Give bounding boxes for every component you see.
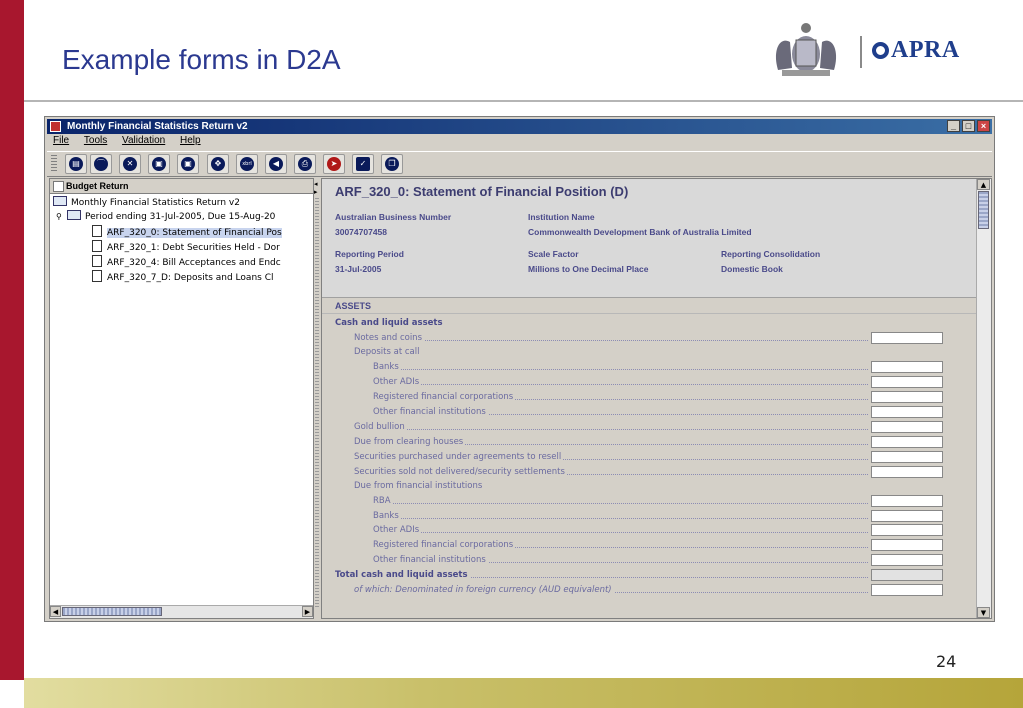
copy-button[interactable] xyxy=(381,154,403,174)
pane-splitter[interactable] xyxy=(314,178,320,619)
form-row xyxy=(354,466,868,479)
splitter-left-arrow-icon[interactable]: ◂ xyxy=(314,180,318,188)
apra-logo: APRA xyxy=(872,37,960,64)
form-row-label: RBA xyxy=(373,496,391,506)
form-row-label: Other ADIs xyxy=(373,377,420,387)
value-input[interactable] xyxy=(871,495,943,507)
scroll-right-icon[interactable]: ▶ xyxy=(302,606,313,617)
form-row-label: Due from clearing houses xyxy=(354,437,464,447)
previous-button[interactable] xyxy=(265,154,287,174)
scroll-down-icon[interactable]: ▼ xyxy=(977,607,990,618)
navigate-icon: ✥ xyxy=(211,157,225,171)
dotted-leader xyxy=(373,384,868,385)
value-input[interactable] xyxy=(871,584,943,596)
tree-item-arf-320-0[interactable] xyxy=(92,225,282,238)
value-input[interactable] xyxy=(871,451,943,463)
form-header xyxy=(322,179,979,298)
form-row xyxy=(335,317,868,330)
title-divider xyxy=(24,100,1023,102)
form-row xyxy=(373,406,868,419)
save-button[interactable] xyxy=(148,154,170,174)
scroll-up-icon[interactable]: ▲ xyxy=(977,179,990,190)
form-row-label: Banks xyxy=(373,362,399,372)
xbrl-icon: xbrl xyxy=(240,157,254,171)
form-row-label: of which: Denominated in foreign currency (AUD equivalent) xyxy=(354,585,612,595)
form-row xyxy=(354,480,868,493)
save-as-button[interactable] xyxy=(177,154,199,174)
form-row xyxy=(373,554,868,567)
logo-area xyxy=(758,18,998,84)
scrollbar-thumb[interactable] xyxy=(978,191,989,229)
minimize-button[interactable]: _ xyxy=(947,120,960,132)
save-as-icon: ▣ xyxy=(181,157,195,171)
previous-icon: ◀ xyxy=(269,157,283,171)
dotted-leader xyxy=(373,518,868,519)
scroll-left-icon[interactable]: ◀ xyxy=(50,606,61,617)
folder-icon xyxy=(67,210,81,220)
value-input[interactable] xyxy=(871,421,943,433)
submit-button[interactable] xyxy=(323,154,345,174)
validate-icon: ✓ xyxy=(356,157,370,171)
form-title: ARF_320_0: Statement of Financial Position (D) xyxy=(335,184,629,199)
form-row xyxy=(354,346,868,359)
section-heading: ASSETS xyxy=(322,299,992,314)
dotted-leader xyxy=(373,532,868,533)
consolidation-value: Domestic Book xyxy=(721,264,783,274)
tree-header[interactable] xyxy=(50,179,313,194)
form-row-label: Registered financial corporations xyxy=(373,392,514,402)
form-row xyxy=(354,332,868,345)
form-row-label: Deposits at call xyxy=(354,347,420,357)
value-input[interactable] xyxy=(871,376,943,388)
institution-value: Commonwealth Development Bank of Australia Limited xyxy=(528,227,752,237)
menu-file[interactable]: File xyxy=(53,135,70,146)
form-row xyxy=(354,451,868,464)
form-row-label: Gold bullion xyxy=(354,422,405,432)
toolbar-grip[interactable] xyxy=(51,155,57,173)
value-input[interactable] xyxy=(871,361,943,373)
form-row xyxy=(354,584,868,597)
value-input[interactable] xyxy=(871,391,943,403)
dotted-leader xyxy=(373,503,868,504)
submit-icon: ➤ xyxy=(327,157,341,171)
application-window xyxy=(44,116,995,622)
scrollbar-thumb[interactable] xyxy=(62,607,162,616)
app-icon xyxy=(50,121,61,132)
form-row xyxy=(373,361,868,374)
tree-item-label: ARF_320_7_D: Deposits and Loans Cl xyxy=(107,273,274,283)
dotted-leader xyxy=(373,369,868,370)
value-input[interactable] xyxy=(871,406,943,418)
value-input[interactable] xyxy=(871,332,943,344)
slide-accent-bar xyxy=(0,0,24,680)
menu-tools[interactable]: Tools xyxy=(83,135,108,146)
document-icon xyxy=(92,270,102,282)
tree-item-arf-320-1[interactable] xyxy=(92,240,280,253)
value-input[interactable] xyxy=(871,510,943,522)
document-icon xyxy=(92,225,102,237)
validate-button[interactable] xyxy=(352,154,374,174)
abn-label: Australian Business Number xyxy=(335,212,452,222)
xbrl-button[interactable] xyxy=(236,154,258,174)
form-row-label: Banks xyxy=(373,511,399,521)
toolbar xyxy=(47,151,992,177)
copy-icon: ❐ xyxy=(385,157,399,171)
tree-item-label: ARF_320_0: Statement of Financial Pos xyxy=(107,228,282,238)
scale-factor-value: Millions to One Decimal Place xyxy=(528,264,649,274)
print-icon: ⎙ xyxy=(298,157,312,171)
tree-horizontal-scrollbar[interactable] xyxy=(50,605,313,618)
form-row-label: Other ADIs xyxy=(373,525,420,535)
footer-band xyxy=(24,678,1023,708)
institution-label: Institution Name xyxy=(528,212,595,222)
tree-header-checkbox[interactable] xyxy=(53,181,64,192)
close-button[interactable]: × xyxy=(977,120,990,132)
expand-toggle-icon[interactable]: ⚲ xyxy=(56,212,62,221)
form-row-label: Total cash and liquid assets xyxy=(335,570,468,580)
window-title: Monthly Financial Statistics Return v2 xyxy=(67,121,248,132)
document-icon xyxy=(92,255,102,267)
open-folder-button[interactable] xyxy=(90,154,112,174)
form-row xyxy=(373,539,868,552)
window-titlebar[interactable] xyxy=(47,119,992,134)
tree-item-arf-320-4[interactable] xyxy=(92,255,281,268)
form-row xyxy=(373,391,868,404)
new-document-icon: ▤ xyxy=(69,157,83,171)
menu-bar xyxy=(47,135,992,149)
reporting-period-value: 31-Jul-2005 xyxy=(335,264,382,274)
document-icon xyxy=(92,240,102,252)
print-button[interactable] xyxy=(294,154,316,174)
reporting-period-label: Reporting Period xyxy=(335,249,404,259)
form-row xyxy=(373,495,868,508)
form-row-label: Other financial institutions xyxy=(373,555,486,565)
consolidation-label: Reporting Consolidation xyxy=(721,249,821,259)
value-input[interactable] xyxy=(871,524,943,536)
abn-value: 30074707458 xyxy=(335,227,388,237)
form-row xyxy=(373,376,868,389)
tree-item-period[interactable] xyxy=(56,210,275,223)
splitter-right-arrow-icon[interactable]: ▸ xyxy=(314,188,318,196)
menu-validation[interactable]: Validation xyxy=(122,135,166,146)
tree-item-label: ARF_320_4: Bill Acceptances and Endc xyxy=(107,258,281,268)
tree-item-arf-320-7-d[interactable] xyxy=(92,270,273,283)
open-folder-icon: ⌒ xyxy=(94,157,108,171)
close-document-button[interactable] xyxy=(119,154,141,174)
form-row-label: Securities purchased under agreements to resell xyxy=(354,452,562,462)
tree-item-label: Monthly Financial Statistics Return v2 xyxy=(71,198,240,208)
value-input[interactable] xyxy=(871,436,943,448)
menu-help[interactable]: Help xyxy=(180,135,201,146)
form-row xyxy=(335,569,868,582)
page-number: 24 xyxy=(936,652,957,671)
form-row xyxy=(373,524,868,537)
coat-of-arms-icon xyxy=(762,20,850,80)
folder-icon xyxy=(53,196,67,206)
form-row-label: Securities sold not delivered/security settlements xyxy=(354,467,565,477)
splitter-grip xyxy=(315,198,319,608)
form-row-label: Registered financial corporations xyxy=(373,540,514,550)
save-icon: ▣ xyxy=(152,157,166,171)
dotted-leader xyxy=(354,340,868,341)
form-row-label: Due from financial institutions xyxy=(354,481,483,491)
tree-pane xyxy=(49,178,314,619)
form-row-label: Other financial institutions xyxy=(373,407,486,417)
maximize-button[interactable]: □ xyxy=(962,120,975,132)
new-document-button[interactable] xyxy=(65,154,87,174)
form-row xyxy=(354,436,868,449)
tree-item-return[interactable] xyxy=(53,196,240,209)
form-row xyxy=(354,421,868,434)
tree-item-label: ARF_320_1: Debt Securities Held - Dor xyxy=(107,243,280,253)
close-icon: ✕ xyxy=(123,157,137,171)
slide-title: Example forms in D2A xyxy=(62,44,341,75)
tree-header-label: Budget Return xyxy=(66,181,129,191)
scale-factor-label: Scale Factor xyxy=(528,249,579,259)
form-row-label: Notes and coins xyxy=(354,333,422,343)
dotted-leader xyxy=(354,429,868,430)
value-input[interactable] xyxy=(871,539,943,551)
form-pane xyxy=(321,178,992,619)
tree-item-label: Period ending 31-Jul-2005, Due 15-Aug-20 xyxy=(85,212,276,222)
navigate-button[interactable] xyxy=(207,154,229,174)
logo-separator xyxy=(860,36,862,68)
value-input[interactable] xyxy=(871,554,943,566)
form-row xyxy=(373,510,868,523)
form-vertical-scrollbar[interactable] xyxy=(976,179,991,618)
total-value-field xyxy=(871,569,943,581)
form-row-label: Cash and liquid assets xyxy=(335,318,443,328)
value-input[interactable] xyxy=(871,466,943,478)
